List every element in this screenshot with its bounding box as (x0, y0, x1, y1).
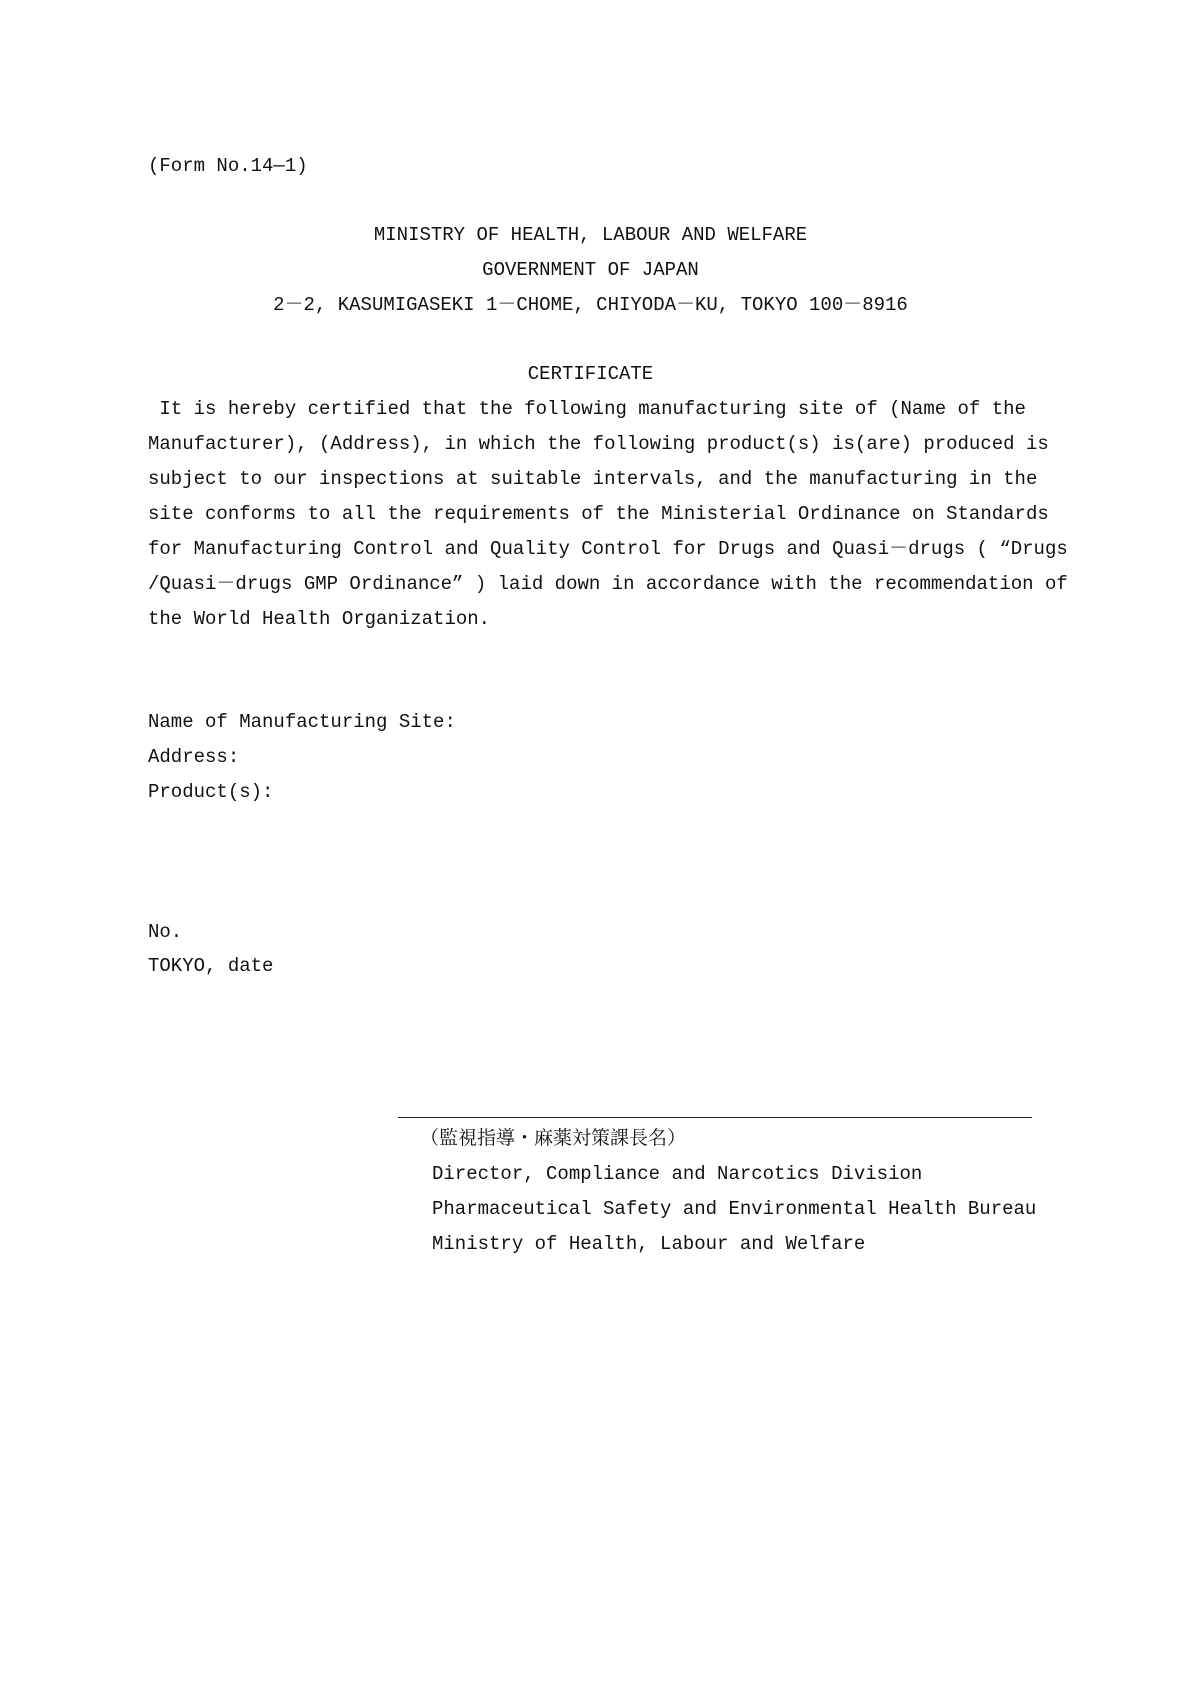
ministry-address: 2－2, KASUMIGASEKI 1－CHOME, CHIYODA－KU, TOKYO 100－8916 (273, 294, 908, 316)
form-number: (Form No.14—1) (148, 155, 308, 177)
certificate-number-label: No. (148, 921, 183, 943)
body-line: site conforms to all the requirements of the Ministerial Ordinance on Standards (148, 503, 1049, 525)
signatory-ministry: Ministry of Health, Labour and Welfare (432, 1233, 866, 1255)
body-line: Manufacturer), (Address), in which the following product(s) is(are) produced is (148, 433, 1049, 455)
site-name-label: Name of Manufacturing Site: (148, 711, 456, 733)
signature-line (398, 1117, 1032, 1118)
body-line: the World Health Organization. (148, 608, 491, 630)
certificate-body (148, 392, 1068, 637)
signatory-bureau: Pharmaceutical Safety and Environmental Health Bureau (432, 1198, 1037, 1220)
body-line: It is hereby certified that the following manufacturing site of (Name of the (148, 398, 1026, 420)
body-line: /Quasi－drugs GMP Ordinance” ) laid down in accordance with the recommendation of (148, 573, 1068, 595)
body-line: subject to our inspections at suitable intervals, and the manufacturing in the (148, 468, 1038, 490)
body-line: for Manufacturing Control and Quality Control for Drugs and Quasi－drugs ( “Drugs (148, 538, 1068, 560)
signatory-title: Director, Compliance and Narcotics Division (432, 1163, 923, 1185)
address-label: Address: (148, 746, 240, 768)
signatory-name-placeholder: （監視指導・麻薬対策課長名） (420, 1128, 687, 1150)
place-date-label: TOKYO, date (148, 955, 274, 977)
products-label: Product(s): (148, 781, 274, 803)
ministry-heading: MINISTRY OF HEALTH, LABOUR AND WELFARE (373, 224, 808, 246)
certificate-title: CERTIFICATE (527, 363, 654, 385)
government-heading: GOVERNMENT OF JAPAN (482, 259, 699, 281)
